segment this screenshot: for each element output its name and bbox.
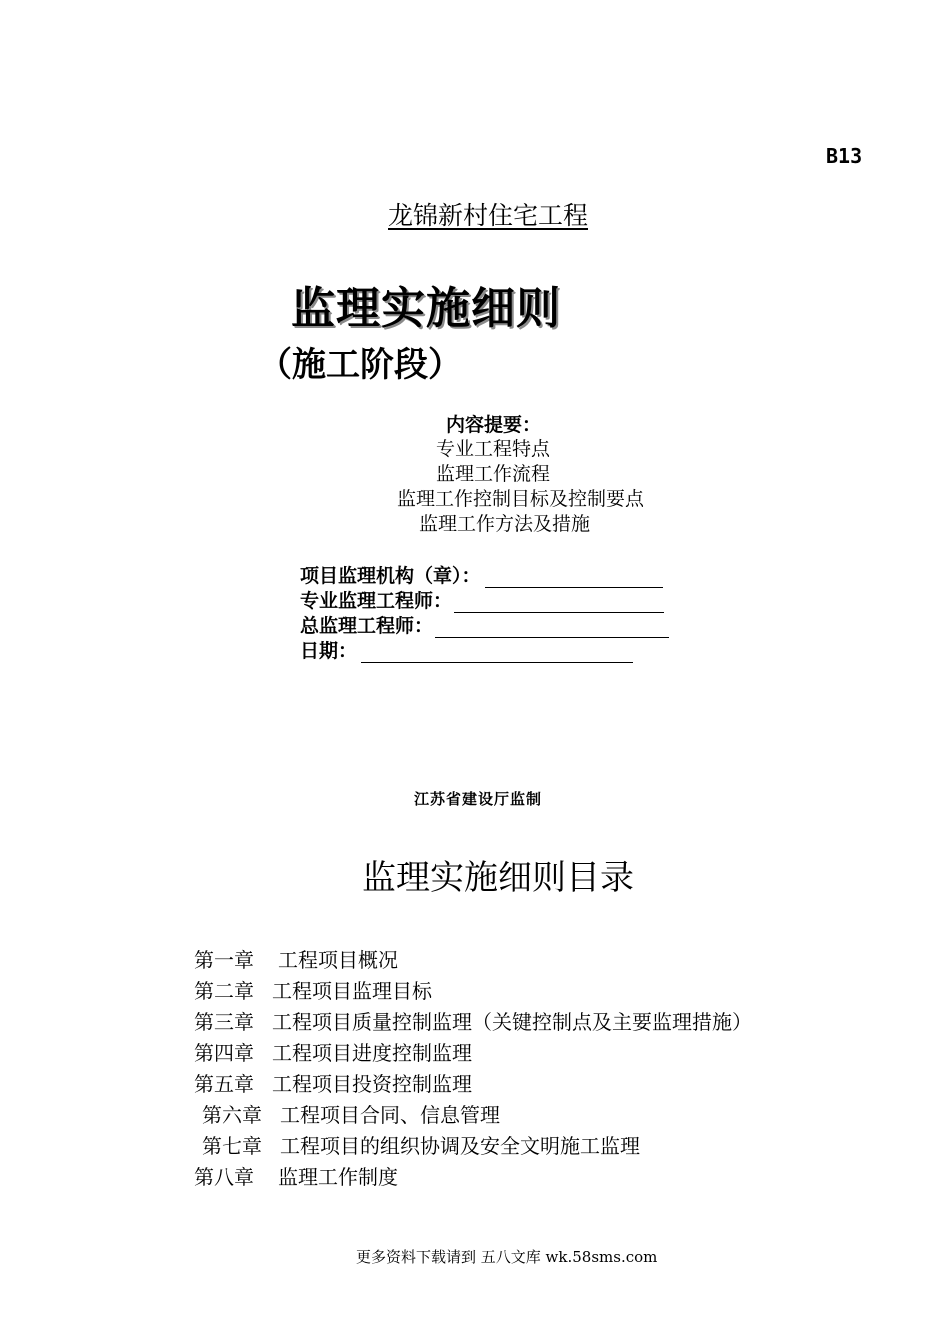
signature-row-date: [300, 636, 633, 663]
summary-item: 监理工作方法及措施: [419, 513, 591, 535]
toc-item: [194, 975, 432, 1004]
toc-item: [194, 944, 398, 973]
signature-label: 专业监理工程师：: [300, 590, 453, 612]
toc-item: [194, 1068, 472, 1097]
toc-chapter-title: 监理工作制度: [278, 1165, 398, 1189]
toc-chapter-number: 第四章: [194, 1041, 254, 1065]
toc-chapter-title: 工程项目投资控制监理: [272, 1072, 472, 1096]
toc-title: 监理实施细则目录: [362, 858, 634, 898]
signature-row-agency: [300, 561, 663, 588]
document-title: 监理实施细则: [291, 283, 561, 334]
toc-chapter-number: 第六章: [202, 1103, 262, 1127]
signature-line: [361, 644, 633, 663]
signature-label: 项目监理机构（章）：: [300, 565, 481, 587]
toc-chapter-number: 第三章: [194, 1010, 254, 1034]
summary-item: 监理工作流程: [436, 463, 551, 485]
toc-chapter-number: 第八章: [194, 1165, 254, 1189]
toc-chapter-number: 第七章: [202, 1134, 262, 1158]
toc-item: [194, 1161, 398, 1190]
toc-chapter-number: 第一章: [194, 948, 254, 972]
summary-item: 专业工程特点: [436, 438, 551, 460]
document-stage: （施工阶段）: [258, 345, 462, 385]
toc-chapter-title: 工程项目的组织协调及安全文明施工监理: [280, 1134, 640, 1158]
toc-chapter-number: 第二章: [194, 979, 254, 1003]
toc-item: [202, 1130, 640, 1159]
toc-chapter-title: 工程项目进度控制监理: [272, 1041, 472, 1065]
footer-download-note: 更多资料下载请到 五八文库 wk.58sms.com: [356, 1248, 658, 1266]
signature-row-specialist: [300, 586, 664, 613]
toc-chapter-title: 工程项目质量控制监理（关键控制点及主要监理措施）: [272, 1010, 752, 1034]
toc-chapter-title: 工程项目监理目标: [272, 979, 432, 1003]
toc-chapter-title: 工程项目概况: [278, 948, 398, 972]
summary-label: 内容提要：: [446, 414, 542, 436]
toc-item: [202, 1099, 500, 1128]
toc-item: [194, 1037, 472, 1066]
issuer: 江苏省建设厅监制: [414, 790, 543, 808]
signature-row-chief: [300, 611, 669, 638]
toc-item: [194, 1006, 752, 1035]
document-code: B13: [826, 144, 863, 168]
toc-chapter-number: 第五章: [194, 1072, 254, 1096]
signature-label: 总监理工程师：: [300, 615, 434, 637]
summary-item: 监理工作控制目标及控制要点: [397, 488, 645, 510]
signature-label: 日期：: [300, 640, 358, 662]
project-name: 龙锦新村住宅工程: [388, 201, 589, 230]
toc-chapter-title: 工程项目合同、信息管理: [280, 1103, 500, 1127]
